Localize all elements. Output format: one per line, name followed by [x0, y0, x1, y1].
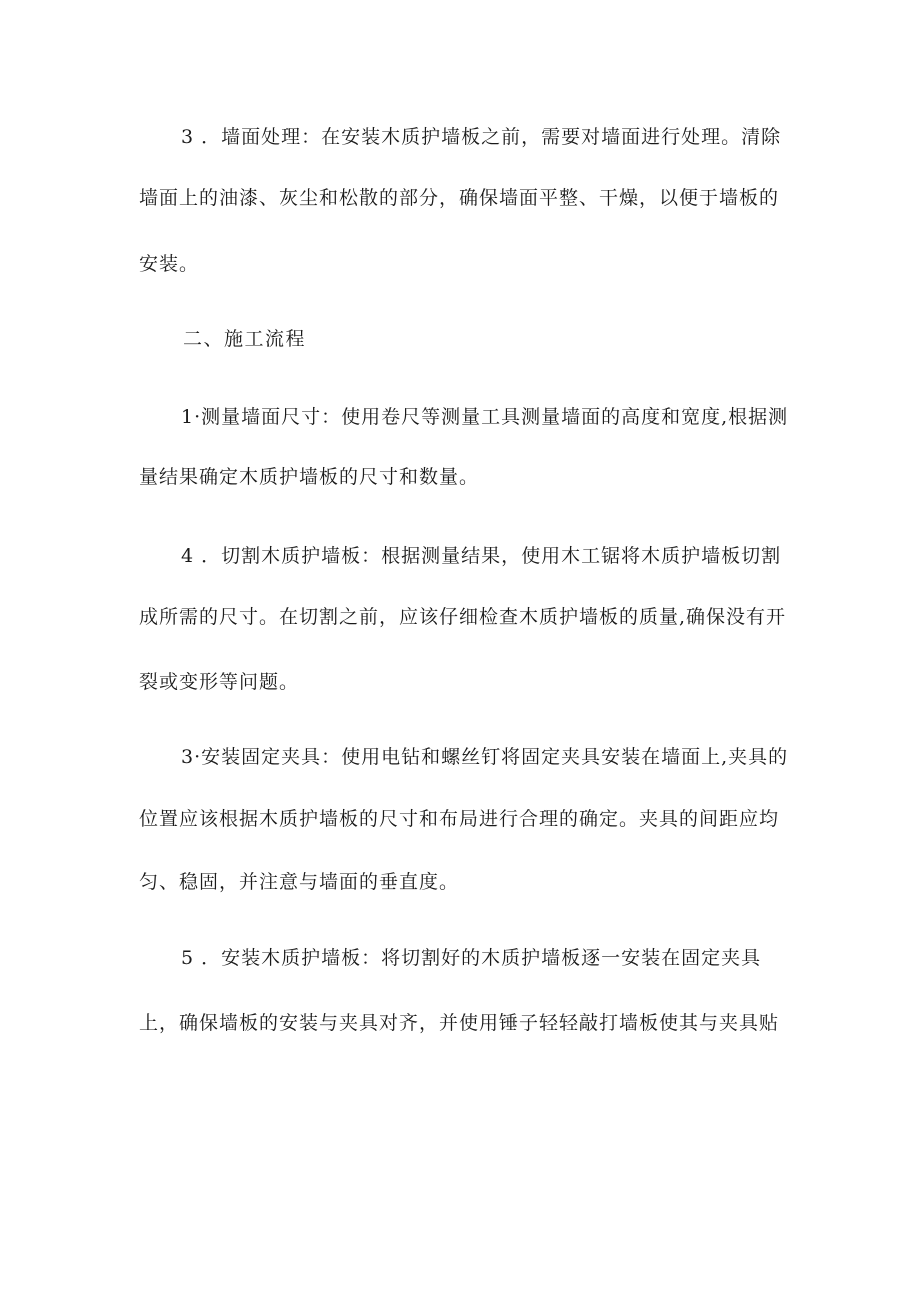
paragraph-cut-panels-line-3: 裂或变形等问题。: [139, 671, 300, 693]
paragraph-wall-treatment-line-1: 3 ．墙面处理：在安装木质护墙板之前，需要对墙面进行处理。清除: [181, 126, 782, 148]
paragraph-install-panels-line-1: 5 ．安装木质护墙板：将切割好的木质护墙板逐一安装在固定夹具: [181, 947, 762, 969]
paragraph-install-clamps-line-3: 匀、稳固，并注意与墙面的垂直度。: [139, 871, 460, 893]
paragraph-cut-panels-line-2: 成所需的尺寸。在切割之前，应该仔细检查木质护墙板的质量,确保没有开: [139, 606, 787, 628]
paragraph-wall-treatment-line-2: 墙面上的油漆、灰尘和松散的部分，确保墙面平整、干燥，以便于墙板的: [139, 187, 780, 209]
paragraph-install-clamps-line-1: 3·安装固定夹具：使用电钻和螺丝钉将固定夹具安装在墙面上,夹具的: [181, 746, 789, 768]
paragraph-measure-wall-line-1: 1·测量墙面尺寸：使用卷尺等测量工具测量墙面的高度和宽度,根据测: [181, 406, 789, 428]
paragraph-install-panels-line-2: 上，确保墙板的安装与夹具对齐，并使用锤子轻轻敲打墙板使其与夹具贴: [139, 1012, 780, 1034]
paragraph-cut-panels-line-1: 4 ．切割木质护墙板：根据测量结果，使用木工锯将木质护墙板切割: [181, 545, 782, 567]
paragraph-install-clamps-line-2: 位置应该根据木质护墙板的尺寸和布局进行合理的确定。夹具的间距应均: [139, 808, 780, 830]
section-heading: 二、施工流程: [183, 328, 307, 350]
paragraph-measure-wall-line-2: 量结果确定木质护墙板的尺寸和数量。: [139, 466, 480, 488]
paragraph-wall-treatment-line-3: 安装。: [139, 253, 200, 275]
